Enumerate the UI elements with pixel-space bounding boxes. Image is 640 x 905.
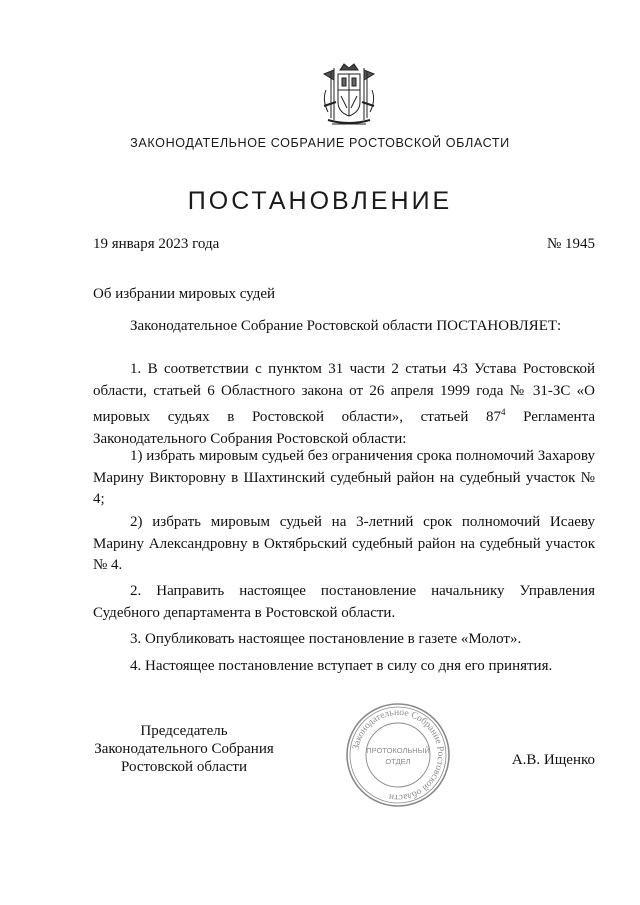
stamp-center-line-2: ОТДЕЛ [385,757,411,766]
organization-name: ЗАКОНОДАТЕЛЬНОЕ СОБРАНИЕ РОСТОВСКОЙ ОБЛАСТИ [130,136,510,150]
item-1-1-paragraph [93,446,595,511]
item-1-paragraph [93,359,595,450]
item-2-text: 2. Направить настоящее постановление начальнику Управления Судебного департамента в Ростовской области. [93,583,595,621]
item-3-text: 3. Опубликовать настоящее постановление в газете «Молот». [130,631,522,647]
item-1-1-text: 1) избрать мировым судьей без ограничения срока полномочий Захарову Марину Викторовну в Шахтинский судебный район на судебный участок № 4; [93,448,595,507]
item-1-2-paragraph [93,512,595,577]
stamp-center-line-1: ПРОТОКОЛЬНЫЙ [366,746,430,755]
item-1-part-b: Регламента Законодательного Собрания Ростовской области: [93,409,595,447]
signatory-title-line-1: Председатель [140,723,228,739]
coat-of-arms-icon [314,60,384,130]
office-stamp [343,700,453,810]
item-1-2-text: 2) избрать мировым судьей на 3-летний срок полномочий Исаеву Марину Александровну в Октябрьский судебный район на судебный участок № 4. [93,514,595,573]
intro-text: Законодательное Собрание Ростовской области ПОСТАНОВЛЯЕТ: [130,318,562,334]
document-type-title: ПОСТАНОВЛЕНИЕ [187,187,453,215]
document-number: № 1945 [546,236,595,252]
signatory-title [78,722,290,776]
document-date: 19 января 2023 года [93,236,220,252]
item-4-paragraph [93,656,595,678]
item-1-text [93,359,595,450]
intro-paragraph [93,316,595,338]
signatory-title-line-2: Законодательного Собрания [94,741,274,757]
signatory-name: А.В. Ищенко [511,752,595,768]
item-1-part-a: 1. В соответствии с пунктом 31 части 2 статьи 43 Устава Ростовской области, статьей 6 Областного закона от 26 апреля 1999 года № 31-ЗС «О мировых судьях в Ростовской области», статьей 87 [93,361,595,425]
item-2-paragraph [93,581,595,624]
item-1-superscript: 4 [500,407,506,417]
stamp-ring-text: Законодательное Собрание Ростовской области [351,707,446,803]
item-3-paragraph [93,629,595,651]
signatory-title-line-3: Ростовской области [121,759,247,775]
item-4-text: 4. Настоящее постановление вступает в силу со дня его принятия. [130,658,553,674]
document-subject: Об избрании мировых судей [93,286,276,302]
